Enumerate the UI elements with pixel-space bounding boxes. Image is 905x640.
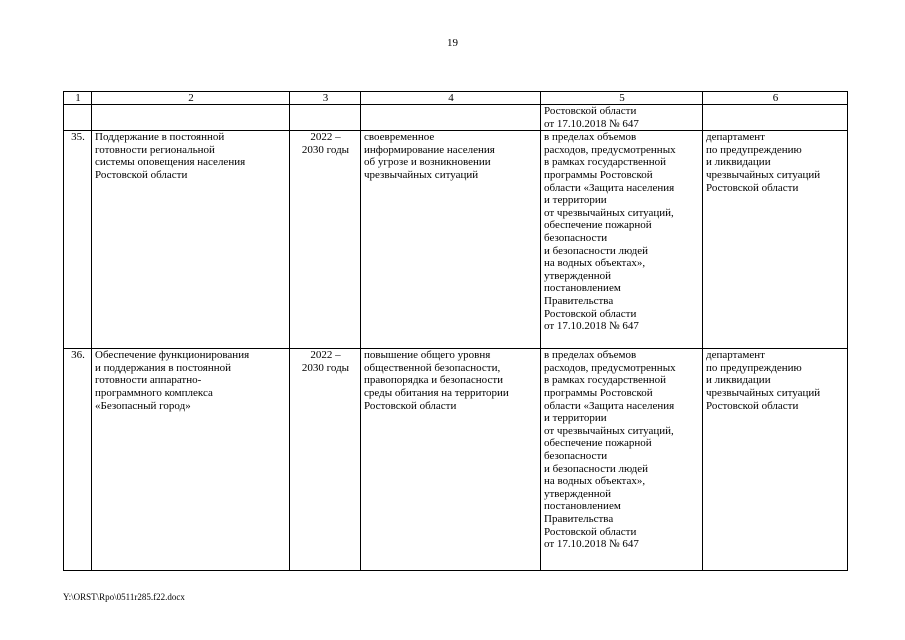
row-number: 36. xyxy=(64,349,92,571)
header-cell: 5 xyxy=(541,92,703,105)
header-cell: 1 xyxy=(64,92,92,105)
executor-cell: департамент по предупреждению и ликвидации чрезвычайных ситуаций Ростовской области xyxy=(703,349,848,571)
period-cell: 2022 – 2030 годы xyxy=(290,349,361,571)
period-cell: 2022 – 2030 годы xyxy=(290,131,361,349)
executor-cell: департамент по предупреждению и ликвидации чрезвычайных ситуаций Ростовской области xyxy=(703,131,848,349)
table-row xyxy=(64,105,848,131)
measures-table xyxy=(63,91,848,571)
table-header-row xyxy=(64,92,848,105)
funding-cell: Ростовской области от 17.10.2018 № 647 xyxy=(541,105,703,131)
funding-cell: в пределах объемов расходов, предусмотренных в рамках государственной программы Ростовской области «Защита населения и территории от чрезвычайных ситуаций, обеспечение пожарной безопасности и безопасности людей на водных объектах», утвержденной постановлением Правительства Ростовской области от 17.10.2018 № 647 xyxy=(541,349,703,571)
header-cell: 2 xyxy=(92,92,290,105)
result-cell: своевременное информирование населения об угрозе и возникновении чрезвычайных ситуаций xyxy=(361,131,541,349)
header-cell: 4 xyxy=(361,92,541,105)
header-cell: 3 xyxy=(290,92,361,105)
measure-cell: Поддержание в постоянной готовности региональной системы оповещения населения Ростовской области xyxy=(92,131,290,349)
measure-cell xyxy=(92,105,290,131)
result-cell xyxy=(361,105,541,131)
funding-cell: в пределах объемов расходов, предусмотренных в рамках государственной программы Ростовской области «Защита населения и территории от чрезвычайных ситуаций, обеспечение пожарной безопасности и безопасности людей на водных объектах», утвержденной постановлением Правительства Ростовской области от 17.10.2018 № 647 xyxy=(541,131,703,349)
file-path-footer: Y:\ORST\Rpo\0511r285.f22.docx xyxy=(63,592,185,602)
table-row xyxy=(64,131,848,349)
executor-cell xyxy=(703,105,848,131)
measure-cell: Обеспечение функционирования и поддержания в постоянной готовности аппаратно- программного комплекса «Безопасный город» xyxy=(92,349,290,571)
table-row xyxy=(64,349,848,571)
period-cell xyxy=(290,105,361,131)
header-cell: 6 xyxy=(703,92,848,105)
row-number xyxy=(64,105,92,131)
result-cell: повышение общего уровня общественной безопасности, правопорядка и безопасности среды обитания на территории Ростовской области xyxy=(361,349,541,571)
page-number: 19 xyxy=(447,37,458,49)
row-number: 35. xyxy=(64,131,92,349)
